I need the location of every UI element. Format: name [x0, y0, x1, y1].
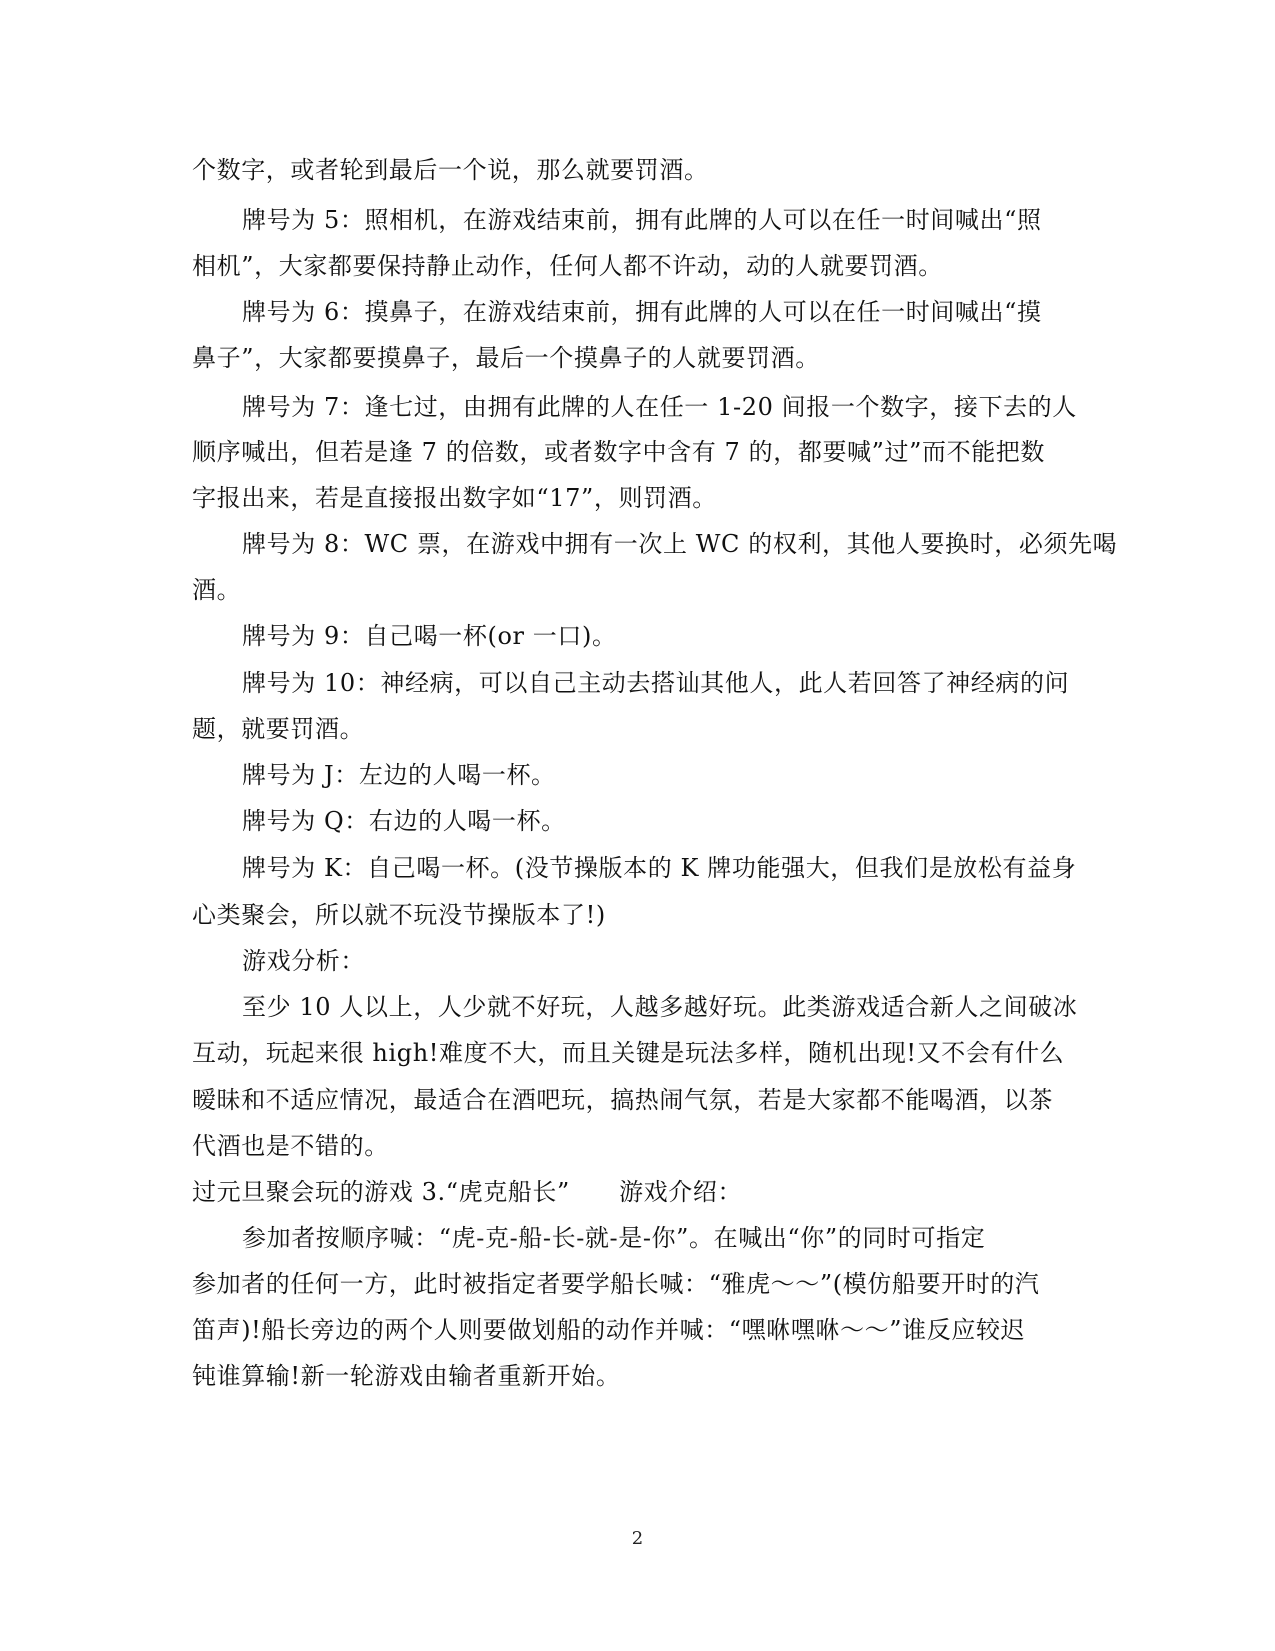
text-line: 心类聚会，所以就不玩没节操版本了!) — [192, 901, 606, 929]
paragraph-card-8: 牌号为 8：WC 票，在游戏中拥有一次上 WC 的权利，其他人要换时，必须先喝 — [242, 530, 1118, 558]
paragraph-card-5: 牌号为 5：照相机，在游戏结束前，拥有此牌的人可以在任一时间喊出“照 — [242, 206, 1042, 234]
paragraph-card-10: 牌号为 10：神经病，可以自己主动去搭讪其他人，此人若回答了神经病的问 — [242, 669, 1070, 697]
paragraph-card-q: 牌号为 Q：右边的人喝一杯。 — [242, 807, 566, 835]
paragraph-card-6: 牌号为 6：摸鼻子，在游戏结束前，拥有此牌的人可以在任一时间喊出“摸 — [242, 298, 1042, 326]
text-line: 题，就要罚酒。 — [192, 715, 365, 743]
paragraph-card-k: 牌号为 K：自己喝一杯。(没节操版本的 K 牌功能强大，但我们是放松有益身 — [242, 854, 1077, 882]
page-number: 2 — [631, 1528, 644, 1549]
section-heading-analysis: 游戏分析： — [242, 947, 365, 975]
text-line: 钝谁算输!新一轮游戏由输者重新开始。 — [192, 1362, 621, 1390]
text-line: 参加者的任何一方，此时被指定者要学船长喊：“雅虎～～”(模仿船要开时的汽 — [192, 1270, 1040, 1298]
text-line: 互动，玩起来很 high!难度不大，而且关键是玩法多样，随机出现!又不会有什么 — [192, 1039, 1065, 1067]
paragraph-card-j: 牌号为 J：左边的人喝一杯。 — [242, 761, 556, 789]
paragraph-card-7: 牌号为 7：逢七过，由拥有此牌的人在任一 1-20 间报一个数字，接下去的人 — [242, 393, 1077, 421]
text-line: 顺序喊出，但若是逢 7 的倍数，或者数字中含有 7 的，都要喊”过”而不能把数 — [192, 438, 1045, 466]
text-line: 相机”，大家都要保持静止动作，任何人都不许动，动的人就要罚酒。 — [192, 252, 943, 280]
text-line: 鼻子”，大家都要摸鼻子，最后一个摸鼻子的人就要罚酒。 — [192, 344, 820, 372]
text-line: 字报出来，若是直接报出数字如“17”，则罚酒。 — [192, 484, 717, 512]
paragraph-card-9: 牌号为 9：自己喝一杯(or 一口)。 — [242, 622, 617, 650]
text-line: 暧昧和不适应情况，最适合在酒吧玩，搞热闹气氛，若是大家都不能喝酒，以茶 — [192, 1086, 1053, 1114]
section-heading-game-3: 过元旦聚会玩的游戏 3.“虎克船长” 游戏介绍： — [192, 1178, 743, 1206]
paragraph-analysis: 至少 10 人以上，人少就不好玩，人越多越好玩。此类游戏适合新人之间破冰 — [242, 993, 1078, 1021]
paragraph-game-3: 参加者按顺序喊：“虎-克-船-长-就-是-你”。在喊出“你”的同时可指定 — [242, 1224, 986, 1252]
text-line: 笛声)!船长旁边的两个人则要做划船的动作并喊：“嘿咻嘿咻～～”谁反应较迟 — [192, 1316, 1026, 1344]
text-line: 代酒也是不错的。 — [192, 1132, 389, 1160]
text-line: 个数字，或者轮到最后一个说，那么就要罚酒。 — [192, 156, 709, 184]
text-line: 酒。 — [192, 576, 242, 604]
